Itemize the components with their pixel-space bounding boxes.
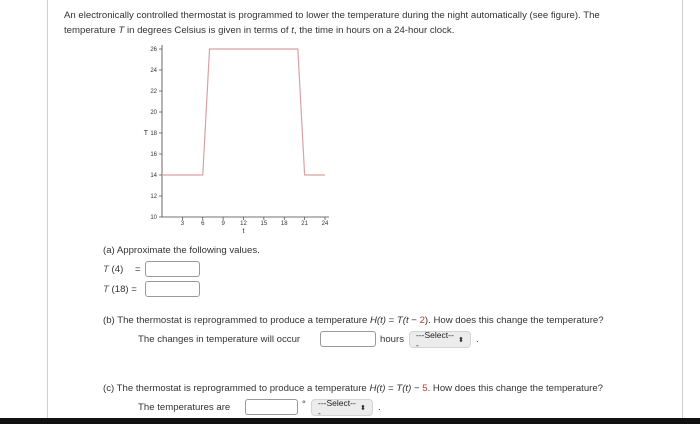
x-tick-label: 24 xyxy=(321,221,329,227)
graph-series xyxy=(162,49,325,175)
part-b-direction-select[interactable] xyxy=(409,331,471,348)
question-text: . How does this change the temperature? xyxy=(427,383,604,394)
intro-text: , the time in hours on a 24-hour clock. xyxy=(293,25,455,36)
part-c-degrees-input[interactable] xyxy=(245,399,298,415)
y-tick-label: 14 xyxy=(150,173,157,179)
fn-T: T(t) xyxy=(396,383,412,394)
intro-var-t: t xyxy=(291,25,294,36)
intro-line-1: An electronically controlled thermostat is programmed to lower the temperature during the night automatically (see figure). The xyxy=(64,10,600,21)
part-c-question xyxy=(103,383,603,394)
part-b-question xyxy=(103,315,604,326)
equals-sign: = xyxy=(131,284,137,295)
y-tick-label: 22 xyxy=(150,89,157,95)
fn-arg: (4) xyxy=(111,264,124,275)
part-b-unit: hours xyxy=(380,334,404,345)
select-value: ---Select--- xyxy=(416,329,454,350)
part-a-row-2-label xyxy=(103,284,137,295)
x-tick-label: 18 xyxy=(280,221,288,227)
part-a-row-1-label xyxy=(103,264,141,275)
intro-text: temperature xyxy=(64,25,119,36)
question-text: (c) The thermostat is reprogrammed to produce a temperature xyxy=(103,383,370,394)
y-axis-label: T xyxy=(143,130,148,137)
temperature-graph xyxy=(120,40,350,240)
select-value: ---Select--- xyxy=(318,397,356,418)
fn-H: H(t) xyxy=(369,383,386,394)
y-tick-label: 26 xyxy=(150,47,157,53)
y-tick-label: 20 xyxy=(150,110,157,116)
part-b-answer-prefix: The changes in temperature will occur xyxy=(138,334,301,345)
part-a-heading: (a) Approximate the following values. xyxy=(103,245,260,256)
chevron-updown-icon: ⬍ xyxy=(458,336,464,344)
intro-text: in degrees Celsius is given in terms of xyxy=(124,25,292,36)
intro-var-T: T xyxy=(118,25,125,36)
y-tick-label: 10 xyxy=(150,215,157,221)
answer-T4-input[interactable] xyxy=(145,261,200,277)
equals-sign: = xyxy=(134,264,141,275)
x-tick-label: 6 xyxy=(201,221,205,227)
part-c-answer-prefix: The temperatures are xyxy=(138,402,231,413)
y-tick-label: 16 xyxy=(150,152,157,158)
shift-value: 2 xyxy=(419,315,425,326)
shift-value: 5 xyxy=(422,383,428,394)
part-b-hours-input[interactable] xyxy=(320,331,376,347)
x-axis-label: t xyxy=(242,228,245,235)
minus-sign: − xyxy=(408,315,420,326)
degree-symbol: ° xyxy=(302,399,306,410)
x-tick-label: 21 xyxy=(301,221,308,227)
intro-line-2 xyxy=(64,23,674,38)
x-tick-label: 9 xyxy=(221,221,225,227)
minus-sign: − xyxy=(411,383,423,394)
fn-T: T xyxy=(103,264,109,275)
temperature-line xyxy=(162,49,325,175)
chevron-updown-icon: ⬍ xyxy=(360,404,366,412)
fn-arg: (18) xyxy=(111,284,129,295)
x-tick-label: 3 xyxy=(180,221,185,227)
question-text: = xyxy=(385,315,397,326)
part-c-direction-select[interactable] xyxy=(311,399,373,416)
fn-T: T(t xyxy=(396,315,409,326)
x-tick-label: 12 xyxy=(240,221,247,227)
y-tick-label: 18 xyxy=(150,131,157,137)
problem-statement xyxy=(64,8,674,38)
graph-axes xyxy=(162,45,329,217)
question-text: ). How does this change the temperature? xyxy=(424,315,604,326)
question-text: (b) The thermostat is reprogrammed to produce a temperature xyxy=(103,315,370,326)
bottom-edge-bar xyxy=(0,418,700,424)
fn-T: T xyxy=(103,284,109,295)
y-tick-label: 24 xyxy=(150,68,157,74)
period: . xyxy=(378,402,381,413)
y-tick-label: 12 xyxy=(150,194,157,200)
period: . xyxy=(476,334,479,345)
answer-T18-input[interactable] xyxy=(145,281,200,297)
fn-H: H(t) xyxy=(369,315,386,326)
question-text: = xyxy=(385,383,397,394)
x-tick-label: 15 xyxy=(260,221,268,227)
